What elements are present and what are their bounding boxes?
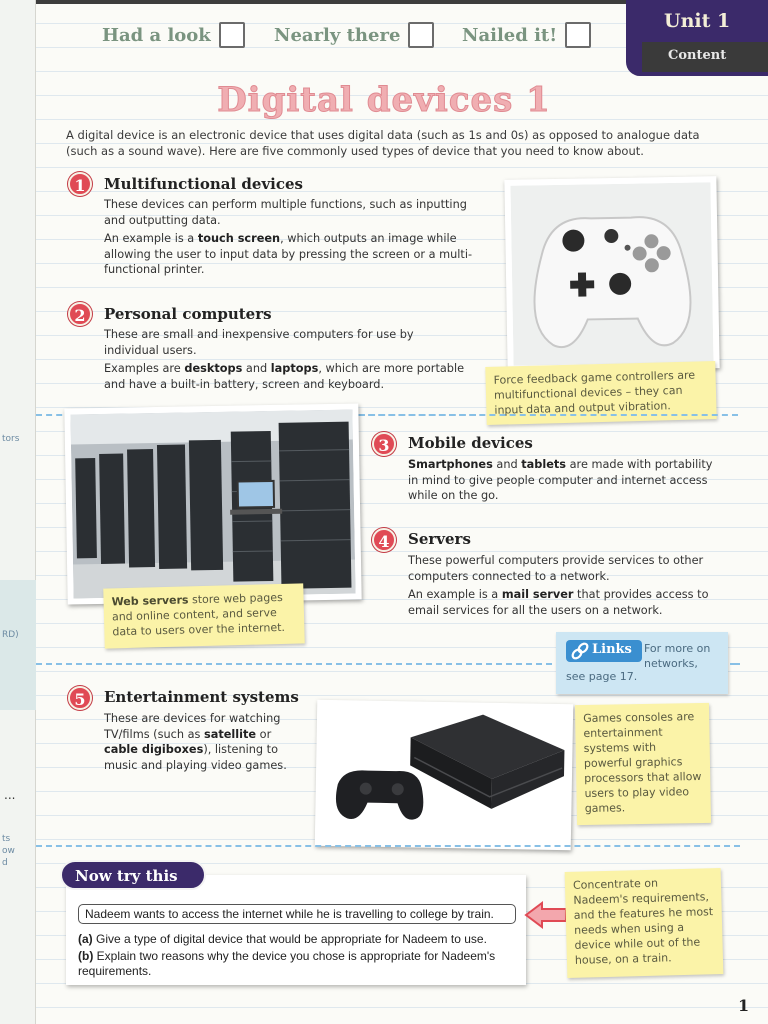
section-title: Entertainment systems xyxy=(104,688,299,706)
section-paragraph: An example is a mail server that provides access to email services for all the users on a network. xyxy=(408,588,709,617)
links-box[interactable] xyxy=(556,632,728,694)
margin-fragment: ... xyxy=(4,788,16,802)
section-title: Mobile devices xyxy=(408,434,533,452)
question-b: (b) Explain two reasons why the device you chose is appropriate for Nadeem's requirements. xyxy=(78,949,496,978)
section-title: Multifunctional devices xyxy=(104,175,303,193)
nearly-there-checkbox[interactable] xyxy=(408,22,434,48)
section-body xyxy=(408,457,718,507)
chain-link-icon xyxy=(570,641,590,661)
progress-label: Had a look xyxy=(102,24,211,46)
progress-label: Nearly there xyxy=(274,24,401,46)
controller-note: Force feedback game controllers are multifunctional devices – they can input data and output vibration. xyxy=(485,361,716,425)
page-number: 1 xyxy=(738,996,750,1015)
section-body xyxy=(104,711,304,776)
page-title: Digital devices 1 xyxy=(217,80,551,120)
margin-fragment: tors xyxy=(2,434,20,444)
left-margin-strip xyxy=(0,0,36,1024)
section-paragraph: Smartphones and tablets are made with portability in mind to give people computer and internet access while on the go. xyxy=(408,458,713,502)
margin-fragment: d xyxy=(2,858,8,868)
nailed-it-checkbox[interactable] xyxy=(565,22,591,48)
now-try-this-badge: Now try this xyxy=(60,860,206,890)
unit-subtitle: Content xyxy=(642,42,768,72)
section-divider xyxy=(36,845,740,847)
section-title: Personal computers xyxy=(104,305,272,323)
section-body xyxy=(104,197,484,281)
section-divider xyxy=(36,663,552,665)
unit-title: Unit 1 xyxy=(664,10,731,32)
links-badge[interactable] xyxy=(566,640,642,662)
section-paragraph: An example is a touch screen, which outputs an image while allowing the user to input data by pressing the screen or a multi-functional printer. xyxy=(104,232,473,276)
section-body xyxy=(104,327,472,395)
progress-nearly-there xyxy=(274,22,434,48)
hint-note: Concentrate on Nadeem's requirements, and the features he most needs when using a device while out of the house, on a train. xyxy=(565,868,724,978)
progress-label: Nailed it! xyxy=(462,24,558,46)
section-body xyxy=(408,553,724,621)
left-arrow-icon xyxy=(524,901,568,929)
intro-text: A digital device is an electronic device that uses digital data (such as 1s and 0s) as opposed to analogue data (such as a sound wave). Here are five commonly used types of device that you need to know about. xyxy=(66,128,700,158)
progress-had-a-look xyxy=(102,22,245,48)
section-paragraph: These devices can perform multiple functions, such as inputting and outputting data. xyxy=(104,198,467,227)
game-controller-image xyxy=(510,182,713,365)
section-paragraph: These powerful computers provide services to other computers connected to a network. xyxy=(408,554,704,583)
section-number: 1 xyxy=(68,172,92,196)
margin-fragment: ts xyxy=(2,834,11,844)
progress-nailed-it xyxy=(462,22,591,48)
links-text: For more on networks, xyxy=(644,642,711,670)
question-a: (a) Give a type of digital device that would be appropriate for Nadeem to use. xyxy=(78,932,487,946)
section-title: Servers xyxy=(408,530,471,548)
links-label: Links xyxy=(592,642,632,657)
section-divider xyxy=(358,414,738,416)
had-a-look-checkbox[interactable] xyxy=(219,22,245,48)
unit-tab xyxy=(626,0,768,76)
margin-fragment: RD) xyxy=(2,630,19,640)
section-number: 4 xyxy=(372,528,396,552)
server-room-image xyxy=(70,410,355,599)
links-page-ref[interactable]: see page 17. xyxy=(566,670,638,683)
game-controller-photo xyxy=(504,176,719,372)
section-divider xyxy=(730,663,740,665)
margin-fragment: ow xyxy=(2,846,15,856)
scenario-box: Nadeem wants to access the internet while he is travelling to college by train. xyxy=(78,904,516,924)
consoles-note: Games consoles are entertainment systems with powerful graphics processors that allow users to play video games. xyxy=(575,703,711,825)
section-number: 2 xyxy=(68,302,92,326)
section-paragraph: These are small and inexpensive computers for use by individual users. xyxy=(104,328,414,357)
servers-note: Web servers store web pages and online content, and serve data to users over the internet. xyxy=(103,583,305,648)
games-console-image xyxy=(321,706,567,844)
server-room-photo xyxy=(64,403,361,604)
games-console-photo xyxy=(315,700,574,850)
section-number: 3 xyxy=(372,432,396,456)
section-paragraph: These are devices for watching TV/films (such as satellite or cable digiboxes), listening to music and playing video games. xyxy=(104,712,287,772)
left-margin-panel xyxy=(0,580,36,710)
section-paragraph: Examples are desktops and laptops, which are more portable and have a built-in battery, screen and keyboard. xyxy=(104,362,465,391)
section-number: 5 xyxy=(68,686,92,710)
